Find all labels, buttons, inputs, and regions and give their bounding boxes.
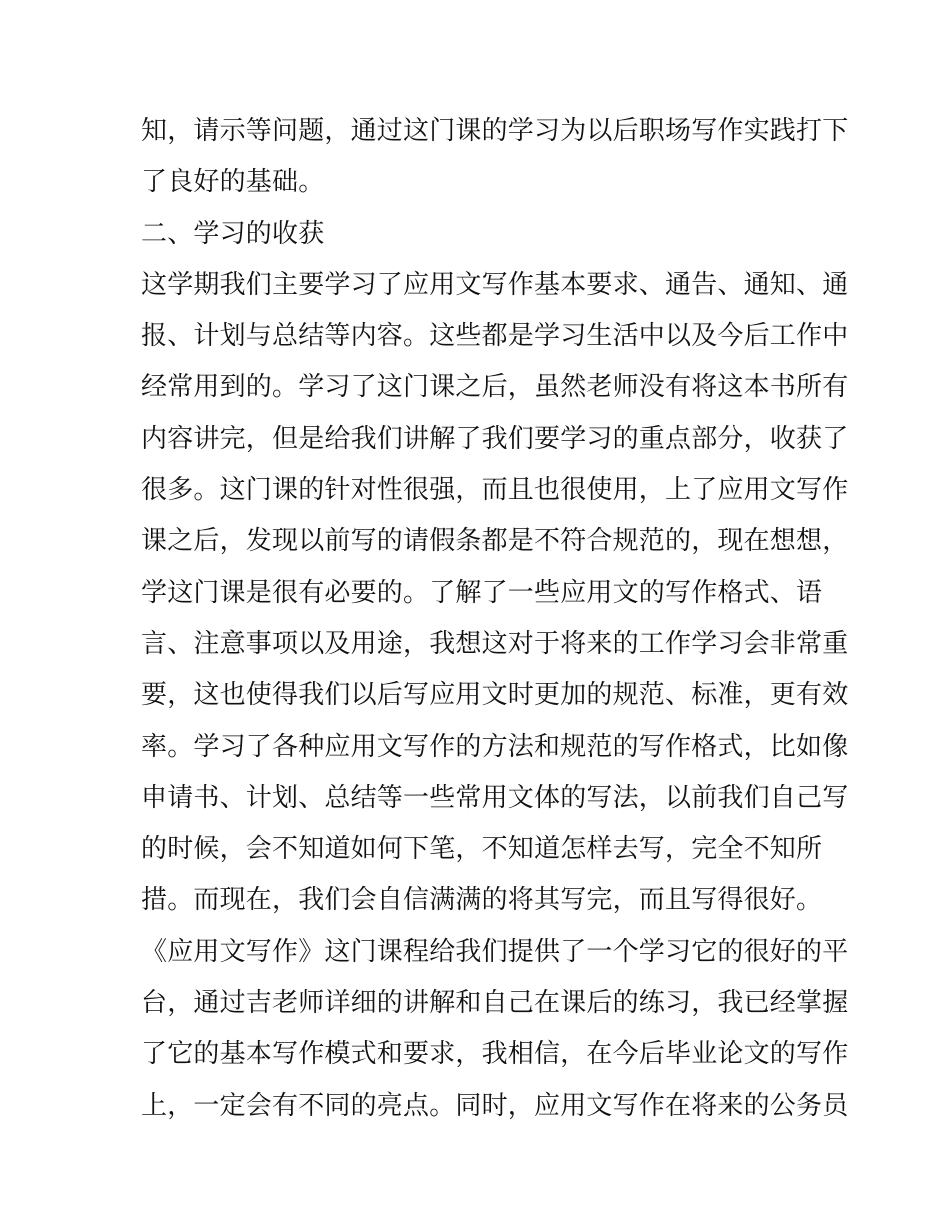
text-line: 上，一定会有不同的亮点。同时，应用文写作在将来的公务员: [141, 1090, 849, 1121]
text-line: 申请书、计划、总结等一些常用文体的写法，以前我们自己写: [141, 782, 849, 813]
text-line: 要，这也使得我们以后写应用文时更加的规范、标准，更有效: [141, 680, 849, 711]
text-line: 报、计划与总结等内容。这些都是学习生活中以及今后工作中: [141, 321, 849, 352]
text-line: 措。而现在，我们会自信满满的将其写完，而且写得很好。: [141, 885, 823, 916]
text-line: 内容讲完，但是给我们讲解了我们要学习的重点部分，收获了: [141, 423, 849, 454]
text-line: 这学期我们主要学习了应用文写作基本要求、通告、通知、通: [141, 269, 849, 300]
text-line: 了它的基本写作模式和要求，我相信，在今后毕业论文的写作: [141, 1039, 849, 1070]
text-line: 言、注意事项以及用途，我想这对于将来的工作学习会非常重: [141, 628, 849, 659]
text-line: 经常用到的。学习了这门课之后，虽然老师没有将这本书所有: [141, 372, 849, 403]
text-line: 很多。这门课的针对性很强，而且也很使用，上了应用文写作: [141, 475, 849, 506]
text-line: 知，请示等问题，通过这门课的学习为以后职场写作实践打下: [141, 116, 849, 146]
text-line: 课之后，发现以前写的请假条都是不符合规范的，现在想想，: [141, 526, 849, 557]
body-text: [141, 106, 849, 1132]
text-line: 的时候，会不知道如何下笔，不知道怎样去写，完全不知所: [141, 834, 823, 865]
text-line: 学这门课是很有必要的。了解了一些应用文的写作格式、语: [141, 577, 823, 608]
text-line: 率。学习了各种应用文写作的方法和规范的写作格式，比如像: [141, 731, 849, 762]
text-line: 了良好的基础。: [141, 167, 325, 198]
section-heading: 二、学习的收获: [141, 218, 325, 249]
text-line: 《应用文写作》这门课程给我们提供了一个学习它的很好的平: [141, 936, 849, 967]
text-line: 台，通过吉老师详细的讲解和自己在课后的练习，我已经掌握: [141, 988, 849, 1019]
